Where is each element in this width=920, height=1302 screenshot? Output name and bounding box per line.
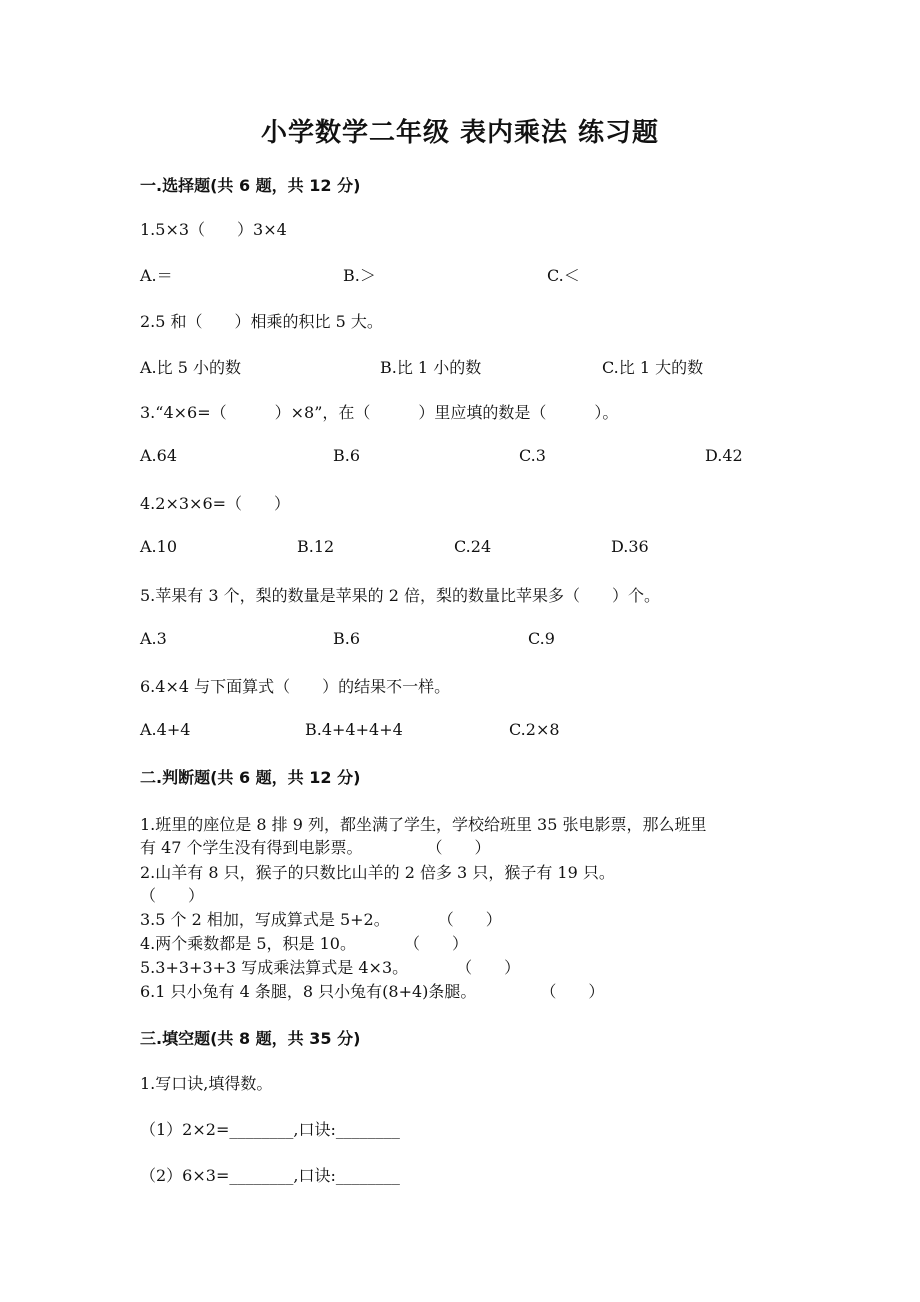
judgement-line: 有 47 个学生没有得到电影票。 （ ） (140, 838, 491, 857)
fill-item: （1）2×2=________,口诀:________ (140, 1120, 400, 1139)
option: A.10 (140, 537, 177, 556)
judgement-line: 3.5 个 2 相加，写成算式是 5+2。 （ ） (140, 910, 502, 929)
option: D.42 (705, 446, 743, 465)
judgement-line: （ ） (140, 886, 205, 905)
option: B.6 (333, 629, 361, 648)
page-title: 小学数学二年级 表内乘法 练习题 (260, 118, 660, 148)
fill-item: （2）6×3=________,口诀:________ (140, 1166, 400, 1185)
option: B.6 (333, 446, 361, 465)
question-text: 5.苹果有 3 个，梨的数量是苹果的 2 倍，梨的数量比苹果多（ ）个。 (140, 586, 660, 605)
section-heading-judgement: 二.判断题(共 6 题，共 12 分) (140, 768, 361, 787)
question-text: 2.5 和（ ）相乘的积比 5 大。 (140, 312, 383, 331)
option: C.24 (454, 537, 492, 556)
question-text: 1.5×3（ ）3×4 (140, 220, 287, 239)
option: A.比 5 小的数 (140, 358, 241, 377)
option: C.＜ (547, 266, 580, 285)
option: B.＞ (343, 266, 376, 285)
question-text: 1.写口诀,填得数。 (140, 1074, 273, 1093)
option: A.＝ (140, 266, 173, 285)
judgement-line: 5.3+3+3+3 写成乘法算式是 4×3。 （ ） (140, 958, 521, 977)
option: A.4+4 (140, 720, 191, 739)
section-heading-choice: 一.选择题(共 6 题，共 12 分) (140, 176, 361, 195)
option: C.比 1 大的数 (602, 358, 704, 377)
judgement-line: 2.山羊有 8 只，猴子的只数比山羊的 2 倍多 3 只，猴子有 19 只。 (140, 863, 615, 882)
option: C.3 (519, 446, 546, 465)
option: C.9 (528, 629, 555, 648)
option: A.64 (140, 446, 177, 465)
option: B.比 1 小的数 (380, 358, 482, 377)
option: B.12 (297, 537, 335, 556)
question-text: 4.2×3×6=（ ） (140, 494, 291, 513)
question-text: 6.4×4 与下面算式（ ）的结果不一样。 (140, 677, 451, 696)
option: C.2×8 (509, 720, 560, 739)
section-heading-fill: 三.填空题(共 8 题，共 35 分) (140, 1029, 361, 1048)
judgement-line: 4.两个乘数都是 5，积是 10。 （ ） (140, 934, 468, 953)
option: D.36 (611, 537, 649, 556)
judgement-line: 6.1 只小兔有 4 条腿，8 只小兔有(8+4)条腿。 （ ） (140, 982, 605, 1001)
question-text: 3.“4×6=（ ）×8”，在（ ）里应填的数是（ ）。 (140, 403, 619, 422)
judgement-line: 1.班里的座位是 8 排 9 列，都坐满了学生，学校给班里 35 张电影票，那么班里 (140, 815, 707, 834)
option: B.4+4+4+4 (305, 720, 403, 739)
option: A.3 (140, 629, 167, 648)
